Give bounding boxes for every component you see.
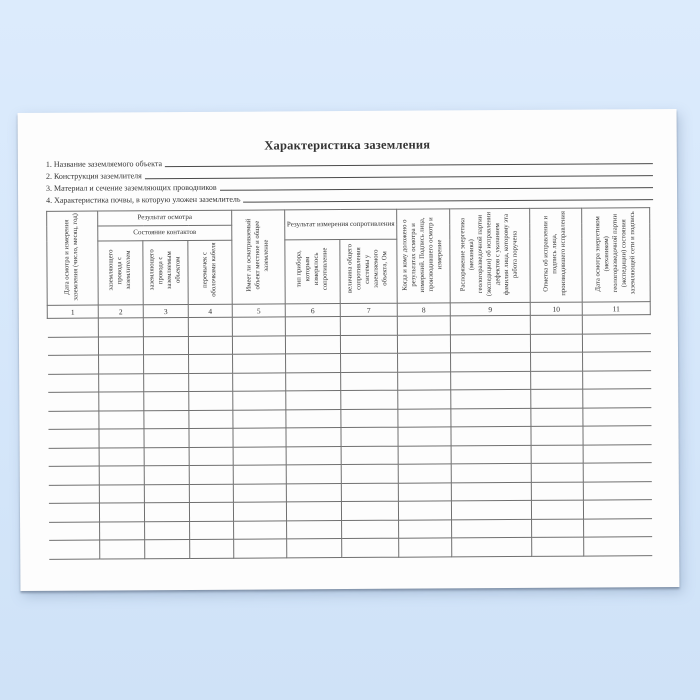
body-cell (583, 352, 651, 371)
body-cell (233, 465, 286, 484)
col-header-6: тип прибора, которым измерялось сопротивление (285, 240, 340, 304)
body-cell (99, 484, 144, 503)
body-cell (144, 428, 189, 447)
body-cell (99, 466, 144, 485)
body-cell (398, 464, 451, 483)
body-cell (583, 463, 651, 482)
body-cell (233, 354, 286, 373)
body-cell (48, 485, 99, 504)
col-number-10: 10 (530, 302, 582, 315)
body-cell (530, 334, 582, 353)
col-number-5: 5 (232, 304, 285, 317)
col-header-5: Имеет ли осматриваемый объект местное и общее заземление (232, 210, 286, 304)
body-cell (285, 335, 340, 354)
body-cell (189, 410, 233, 429)
body-cell (233, 391, 286, 410)
body-cell (341, 483, 398, 502)
body-cell (189, 447, 233, 466)
body-cell (584, 537, 652, 556)
body-cell (49, 540, 100, 559)
body-cell (233, 446, 286, 465)
body-cell (532, 537, 584, 556)
body-cell (47, 337, 98, 356)
col-number-2: 2 (98, 305, 143, 318)
body-cell (47, 318, 98, 337)
form-field-4-label: 4. Характеристика почвы, в которую уложен заземлитель (46, 194, 241, 205)
col-number-3: 3 (143, 304, 188, 317)
body-cell (341, 390, 398, 409)
body-cell (49, 522, 100, 541)
body-cell (531, 389, 583, 408)
body-cell (188, 317, 232, 336)
body-cell (144, 373, 189, 392)
body-cell (450, 315, 530, 334)
body-cell (398, 482, 451, 501)
body-cell (583, 389, 651, 408)
body-cell (145, 539, 190, 558)
body-cell (99, 373, 144, 392)
body-cell (286, 354, 341, 373)
body-cell (189, 465, 233, 484)
table-body (47, 315, 651, 559)
body-cell (190, 539, 234, 558)
body-cell (451, 426, 531, 445)
col-number-4: 4 (188, 304, 232, 317)
body-cell (341, 409, 398, 428)
table-row (49, 537, 652, 559)
body-cell (98, 318, 143, 337)
body-cell (451, 445, 531, 464)
col-header-3: заземляющего провода с заземляемым объектом (143, 240, 188, 304)
body-cell (48, 448, 99, 467)
body-cell (99, 410, 144, 429)
body-cell (233, 502, 286, 521)
body-cell (532, 519, 584, 538)
body-cell (582, 315, 650, 334)
group-header-measurement-result: Результат измерения сопротивления (285, 209, 397, 240)
body-cell (234, 520, 287, 539)
col-header-2: заземляющего провода с заземлителем (98, 241, 143, 305)
body-cell (342, 538, 399, 557)
body-cell (399, 519, 452, 538)
body-cell (143, 317, 188, 336)
body-cell (340, 335, 397, 354)
table-header (47, 208, 651, 319)
body-cell (144, 465, 189, 484)
fill-in-line (244, 199, 654, 203)
body-cell (584, 518, 652, 537)
grounding-log-table (46, 207, 652, 559)
body-cell (286, 409, 341, 428)
body-cell (341, 446, 398, 465)
body-cell (144, 484, 189, 503)
body-cell (531, 408, 583, 427)
body-cell (145, 521, 190, 540)
col-header-11: Дата осмотра энергетиком (механиком) геологоразведочной партии (экспедиции) состояния заземляющей сети и подпись (582, 208, 651, 302)
body-cell (398, 408, 451, 427)
body-cell (286, 465, 341, 484)
body-cell (531, 352, 583, 371)
body-cell (583, 444, 651, 463)
form-field-1-label: 1. Название заземляемого объекта (45, 159, 163, 169)
body-cell (48, 429, 99, 448)
body-cell (233, 409, 286, 428)
body-cell (530, 315, 582, 334)
col-number-8: 8 (397, 303, 450, 316)
body-cell (341, 501, 398, 520)
body-cell (189, 373, 233, 392)
body-cell (399, 538, 452, 557)
body-cell (451, 408, 531, 427)
body-cell (451, 371, 531, 390)
form-fields (46, 153, 653, 205)
body-cell (232, 335, 285, 354)
body-cell (398, 445, 451, 464)
body-cell (286, 446, 341, 465)
body-cell (451, 352, 531, 371)
body-cell (398, 390, 451, 409)
body-cell (285, 317, 340, 336)
body-cell (188, 336, 232, 355)
body-cell (398, 353, 451, 372)
body-cell (286, 391, 341, 410)
body-cell (582, 333, 650, 352)
page-title: Характеристика заземления (264, 137, 431, 153)
body-cell (48, 355, 99, 374)
body-cell (99, 355, 144, 374)
form-field-2-label: 2. Конструкция заземлителя (45, 171, 142, 181)
body-cell (99, 429, 144, 448)
body-cell (452, 537, 532, 556)
body-cell (583, 370, 651, 389)
body-cell (100, 540, 145, 559)
body-cell (286, 372, 341, 391)
form-field-3-label: 3. Материал и сечение заземляющих проводников (45, 182, 217, 193)
body-cell (233, 428, 286, 447)
body-cell (583, 481, 651, 500)
body-cell (531, 426, 583, 445)
body-cell (189, 428, 233, 447)
body-cell (531, 463, 583, 482)
body-cell (233, 372, 286, 391)
body-cell (451, 500, 531, 519)
body-cell (232, 317, 285, 336)
body-cell (48, 392, 99, 411)
body-cell (144, 354, 189, 373)
body-cell (286, 502, 341, 521)
body-cell (531, 500, 583, 519)
body-cell (190, 521, 234, 540)
body-cell (189, 484, 233, 503)
body-cell (48, 374, 99, 393)
body-cell (189, 502, 233, 521)
body-cell (583, 426, 651, 445)
col-number-9: 9 (450, 302, 530, 315)
body-cell (99, 392, 144, 411)
body-cell (397, 334, 450, 353)
col-header-4: перемычек с оболочками кабеля (188, 240, 232, 304)
body-cell (531, 371, 583, 390)
body-cell (100, 521, 145, 540)
col-header-7: величина общего сопротивления системы у заземляемого объекта, Ом (340, 239, 397, 303)
body-cell (189, 354, 233, 373)
body-cell (341, 464, 398, 483)
body-cell (234, 539, 287, 558)
col-header-10: Отметка об исправлении и подпись лица, производившего исправления (530, 208, 583, 302)
body-cell (340, 316, 397, 335)
body-cell (48, 466, 99, 485)
col-number-11: 11 (582, 302, 650, 315)
col-number-7: 7 (340, 303, 397, 316)
body-cell (286, 428, 341, 447)
document-page (18, 109, 680, 591)
group-header-inspection-result: Результат осмотра (98, 210, 232, 226)
body-cell (233, 483, 286, 502)
body-cell (342, 520, 399, 539)
body-cell (287, 520, 342, 539)
body-cell (341, 353, 398, 372)
group-header-contacts-state: Состояние контактов (98, 225, 232, 241)
body-cell (451, 482, 531, 501)
body-cell (286, 483, 341, 502)
body-cell (398, 371, 451, 390)
body-cell (531, 445, 583, 464)
body-cell (398, 427, 451, 446)
col-header-8: Когда и кому доложено о результатах осмотра и измерений. Подпись лица, производившего осмотр и измерение (397, 209, 451, 303)
col-number-6: 6 (285, 304, 340, 317)
body-cell (451, 389, 531, 408)
col-header-1: Дата осмотра и измерения заземления (число, месяц, год) (47, 211, 99, 305)
body-cell (98, 336, 143, 355)
col-number-1: 1 (47, 305, 98, 318)
body-cell (583, 500, 651, 519)
body-cell (287, 539, 342, 558)
body-cell (143, 336, 188, 355)
body-cell (48, 411, 99, 430)
body-cell (144, 447, 189, 466)
body-cell (144, 391, 189, 410)
body-cell (397, 316, 450, 335)
body-cell (144, 410, 189, 429)
body-cell (398, 501, 451, 520)
body-cell (452, 519, 532, 538)
body-cell (450, 334, 530, 353)
body-cell (583, 407, 651, 426)
body-cell (48, 503, 99, 522)
body-cell (341, 372, 398, 391)
body-cell (531, 482, 583, 501)
col-header-9: Распоряжение энергетика (механика) геологоразведочной партии (экспедиции) об исправлении дефектов с указанием фамилии лица, которому эта работа поручена (450, 208, 531, 302)
body-cell (451, 463, 531, 482)
body-cell (144, 502, 189, 521)
body-cell (99, 447, 144, 466)
body-cell (341, 427, 398, 446)
body-cell (189, 391, 233, 410)
body-cell (99, 503, 144, 522)
